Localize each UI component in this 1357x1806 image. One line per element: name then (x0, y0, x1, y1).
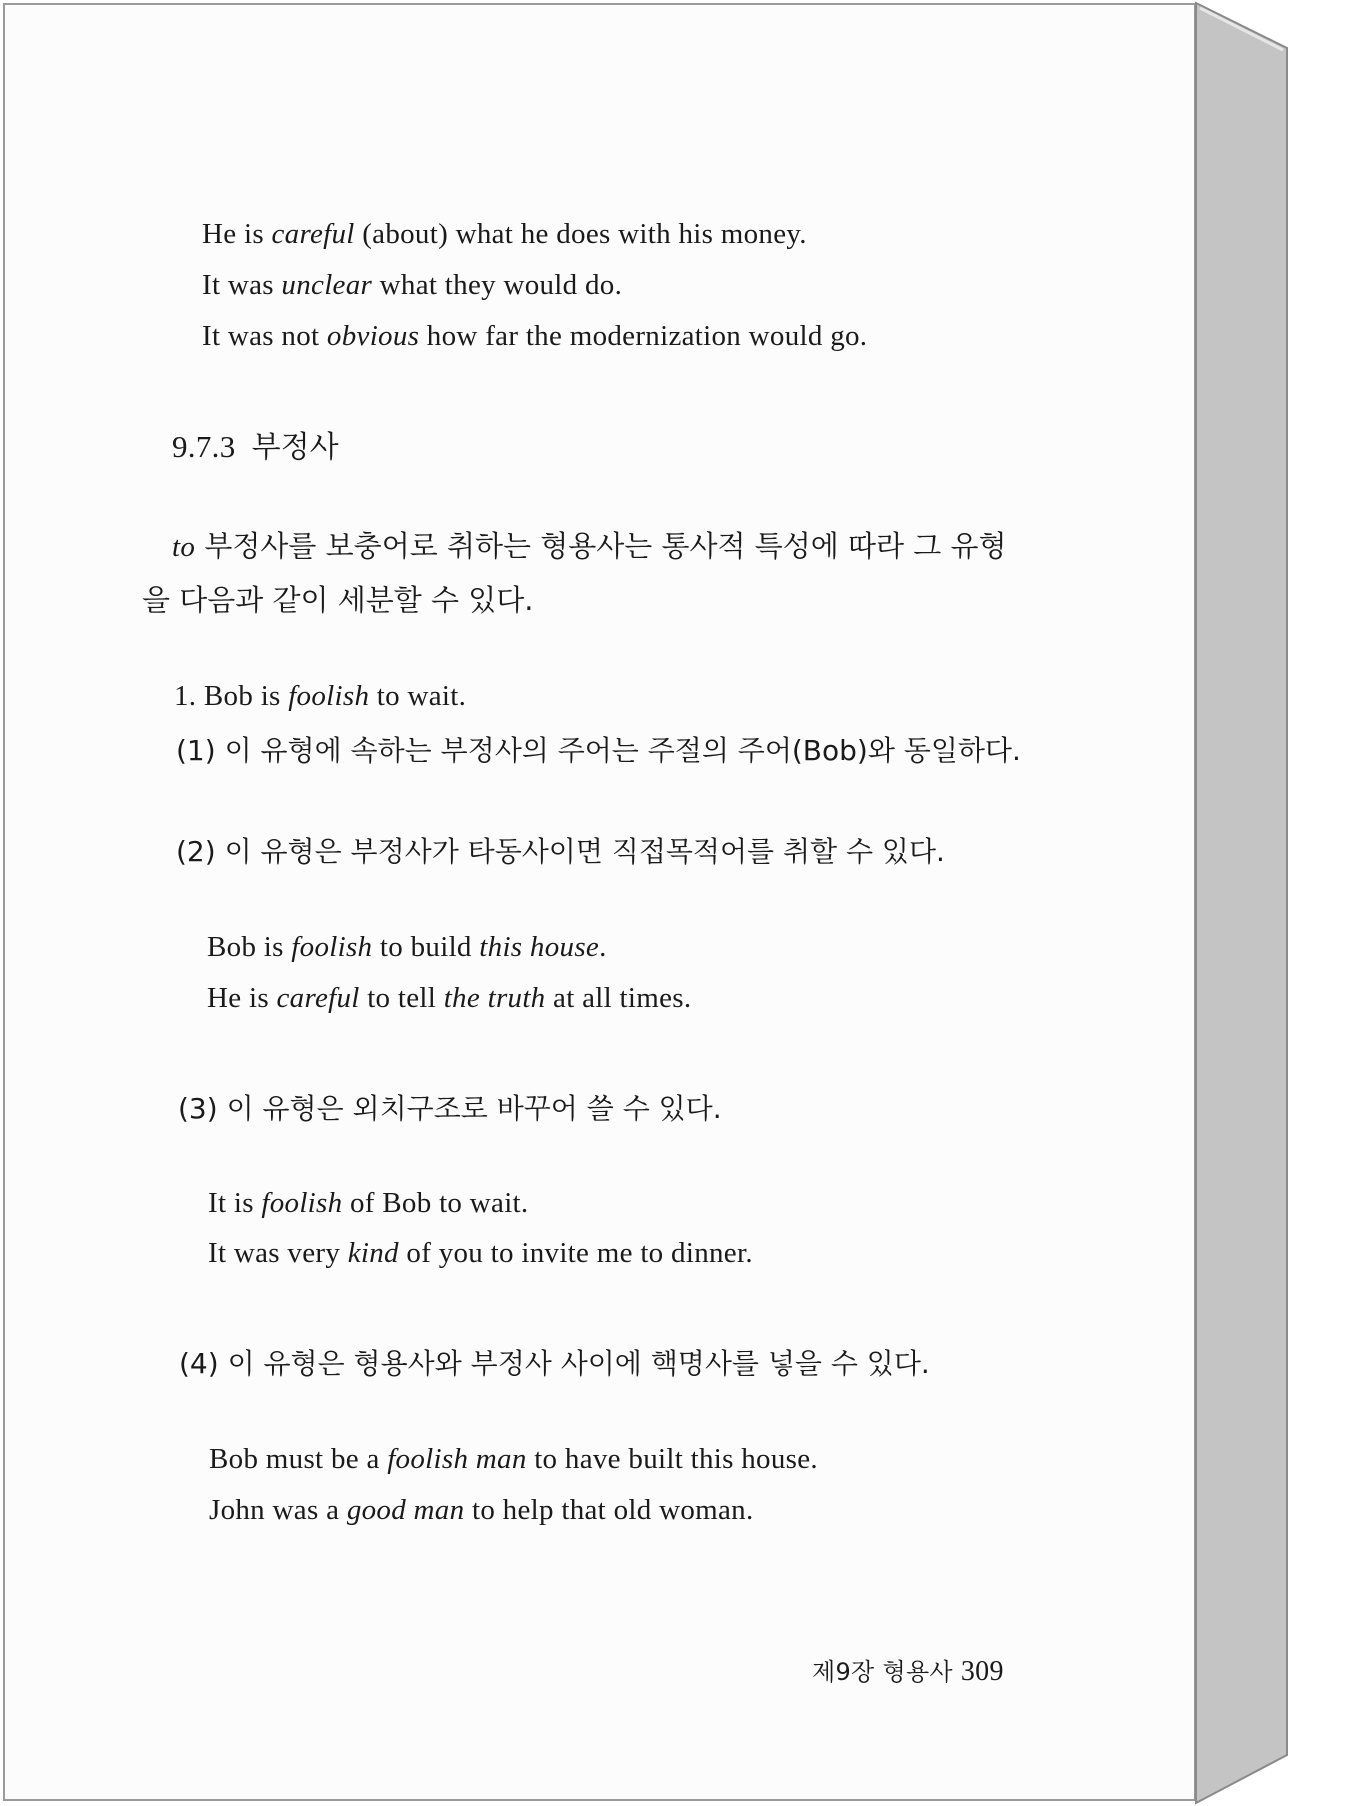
type-label: 1. Bob is foolish to wait. (174, 680, 467, 712)
example-sentence: He is careful to tell the truth at all times. (207, 982, 692, 1014)
example-sentence: He is careful (about) what he does with his money. (202, 218, 807, 250)
example-sentence: It was very kind of you to invite me to dinner. (208, 1237, 753, 1269)
rule-4: (4) 이 유형은 형용사와 부정사 사이에 핵명사를 넣을 수 있다. (179, 1347, 930, 1380)
rule-1: (1) 이 유형에 속하는 부정사의 주어는 주절의 주어(Bob)와 동일하다. (176, 734, 1021, 767)
example-sentence: John was a good man to help that old woman. (209, 1494, 754, 1526)
section-heading (172, 422, 339, 466)
example-sentence: It is foolish of Bob to wait. (208, 1187, 529, 1219)
paragraph-line: to 부정사를 보충어로 취하는 형용사는 통사적 특성에 따라 그 유형 (172, 529, 1007, 563)
paragraph-line: 을 다음과 같이 세분할 수 있다. (142, 583, 534, 617)
chapter-label: 제9장 형용사 (812, 1658, 953, 1686)
page-number: 309 (960, 1656, 1004, 1687)
page-footer (812, 1652, 1004, 1688)
rule-2: (2) 이 유형은 부정사가 타동사이면 직접목적어를 취할 수 있다. (176, 835, 945, 868)
rule-3: (3) 이 유형은 외치구조로 바꾸어 쓸 수 있다. (178, 1092, 722, 1125)
example-sentence: Bob must be a foolish man to have built this house. (209, 1443, 818, 1475)
section-number: 9.7.3 (172, 429, 236, 464)
section-title: 부정사 (251, 430, 339, 465)
example-sentence: It was not obvious how far the modernization would go. (202, 320, 868, 352)
example-sentence: It was unclear what they would do. (202, 269, 623, 301)
example-sentence: Bob is foolish to build this house. (207, 931, 607, 963)
